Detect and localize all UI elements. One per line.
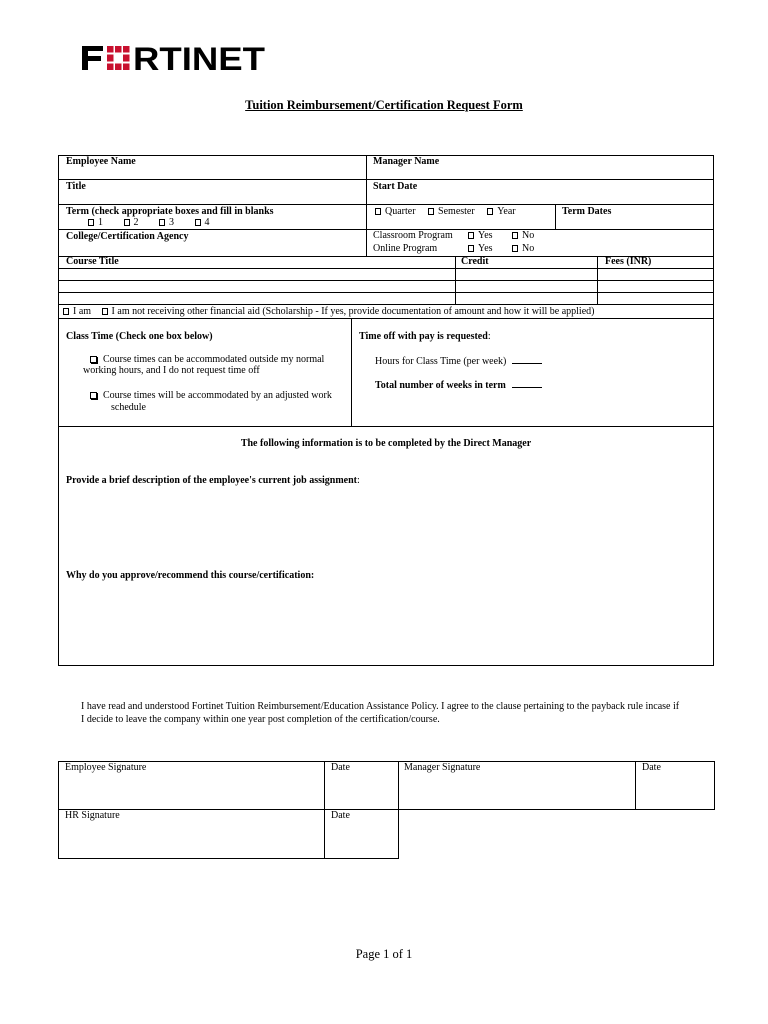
checkbox-icon — [102, 308, 108, 315]
hr-signature-field[interactable]: HR Signature — [65, 810, 120, 821]
term-type-options — [375, 206, 516, 217]
fortinet-logo — [82, 44, 267, 77]
manager-section-heading: The following information is to be completed by the Direct Manager — [240, 438, 532, 449]
hours-class-time-row — [375, 355, 542, 367]
policy-text — [81, 700, 679, 726]
fees-header: Fees (INR) — [605, 256, 652, 267]
checkbox-icon — [124, 219, 130, 226]
job-description-prompt: Provide a brief description of the employee's current job assignment: — [66, 475, 360, 486]
credit-header: Credit — [461, 256, 489, 267]
class-time-heading: Class Time (Check one box below) — [66, 331, 213, 342]
class-time-option-1[interactable] — [83, 354, 325, 376]
checkbox-icon — [375, 208, 381, 215]
weeks-input[interactable] — [512, 379, 542, 388]
policy-line-1: I have read and understood Fortinet Tuition Reimbursement/Education Assistance Policy. I agree to the clause pertaining to the payback rule incase if — [81, 701, 680, 712]
no-label: No — [522, 230, 535, 241]
checkbox-icon — [88, 219, 94, 226]
why-approve-prompt: Why do you approve/recommend this course/certification: — [66, 570, 315, 581]
why-approve-field[interactable] — [66, 586, 706, 660]
weeks-label: Total number of weeks in term — [375, 380, 506, 391]
hours-label: Hours for Class Time (per week) — [375, 356, 507, 367]
no-label: No — [522, 243, 535, 254]
aid-not-receiving-label: I am not receiving other financial aid (Scholarship - If yes, provide documentation of amount and how it will be applied) — [111, 306, 595, 317]
employee-signature-field[interactable]: Employee Signature — [65, 762, 147, 773]
term-4-checkbox[interactable] — [195, 217, 210, 228]
term-3-label: 3 — [169, 217, 174, 228]
year-checkbox[interactable] — [487, 206, 515, 217]
start-date-label: Start Date — [373, 181, 418, 192]
term-4-label: 4 — [204, 217, 210, 228]
checkbox-icon — [512, 232, 518, 239]
yes-label: Yes — [478, 230, 493, 241]
checkbox-icon — [90, 356, 97, 363]
option-2-line-1: Course times will be accommodated by an adjusted work — [103, 390, 332, 401]
checkbox-icon — [159, 219, 165, 226]
checkbox-icon — [487, 208, 493, 215]
term-1-label: 1 — [98, 217, 103, 228]
manager-date-field[interactable]: Date — [642, 762, 661, 773]
term-2-label: 2 — [133, 217, 139, 228]
financial-aid-row — [63, 306, 594, 317]
checkbox-icon — [90, 392, 97, 399]
term-label: Term (check appropriate boxes and fill in blanks — [66, 206, 274, 217]
job-description-text: Provide a brief description of the employee's current job assignment — [66, 475, 357, 486]
classroom-yes-checkbox[interactable] — [468, 230, 493, 241]
online-program-label: Online Program — [373, 243, 438, 254]
employee-name-label: Employee Name — [66, 156, 136, 167]
checkbox-icon — [512, 245, 518, 252]
time-off-heading-text: Time off with pay is requested — [359, 331, 488, 342]
form-title: Tuition Reimbursement/Certification Request Form — [245, 98, 523, 112]
classroom-program-label: Classroom Program — [373, 230, 453, 241]
term-1-checkbox[interactable] — [88, 217, 103, 228]
term-dates-label: Term Dates — [562, 206, 612, 217]
hr-date-field[interactable]: Date — [331, 810, 350, 821]
checkbox-icon — [195, 219, 201, 226]
signature-table-top — [58, 761, 715, 810]
svg-text:RTINET: RTINET — [133, 44, 266, 72]
term-3-checkbox[interactable] — [159, 217, 174, 228]
page-number: Page 1 of 1 — [355, 947, 413, 961]
college-label: College/Certification Agency — [66, 231, 189, 242]
online-no-checkbox[interactable] — [512, 243, 534, 254]
manager-name-label: Manager Name — [373, 156, 440, 167]
time-off-heading: Time off with pay is requested: — [359, 331, 491, 342]
fortinet-logo-icon — [82, 44, 267, 72]
title-label: Title — [66, 181, 86, 192]
option-1-line-1: Course times can be accommodated outside my normal — [103, 354, 325, 365]
quarter-checkbox[interactable] — [375, 206, 416, 217]
quarter-label: Quarter — [385, 206, 416, 217]
checkbox-icon — [428, 208, 434, 215]
classroom-no-checkbox[interactable] — [512, 230, 534, 241]
class-time-option-2[interactable] — [90, 390, 332, 414]
semester-checkbox[interactable] — [428, 206, 475, 217]
year-label: Year — [497, 206, 516, 217]
yes-label: Yes — [478, 243, 493, 254]
hours-input[interactable] — [512, 355, 542, 364]
manager-signature-field[interactable]: Manager Signature — [404, 762, 481, 773]
checkbox-icon — [468, 232, 474, 239]
job-description-field[interactable] — [66, 492, 706, 562]
aid-i-am-checkbox[interactable] — [63, 306, 91, 317]
checkbox-icon — [63, 308, 69, 315]
semester-label: Semester — [438, 206, 475, 217]
course-title-header: Course Title — [66, 256, 119, 267]
term-2-checkbox[interactable] — [124, 217, 139, 228]
aid-not-receiving-checkbox[interactable] — [102, 306, 595, 317]
weeks-in-term-row — [375, 379, 542, 391]
option-2-line-2: schedule — [111, 402, 146, 413]
aid-i-am-label: I am — [73, 306, 92, 317]
term-number-options — [88, 217, 210, 228]
online-yes-checkbox[interactable] — [468, 243, 493, 254]
employee-date-field[interactable]: Date — [331, 762, 350, 773]
option-1-line-2: working hours, and I do not request time off — [83, 365, 260, 376]
checkbox-icon — [468, 245, 474, 252]
policy-line-2: I decide to leave the company within one year post completion of the certification/course. — [81, 714, 440, 725]
